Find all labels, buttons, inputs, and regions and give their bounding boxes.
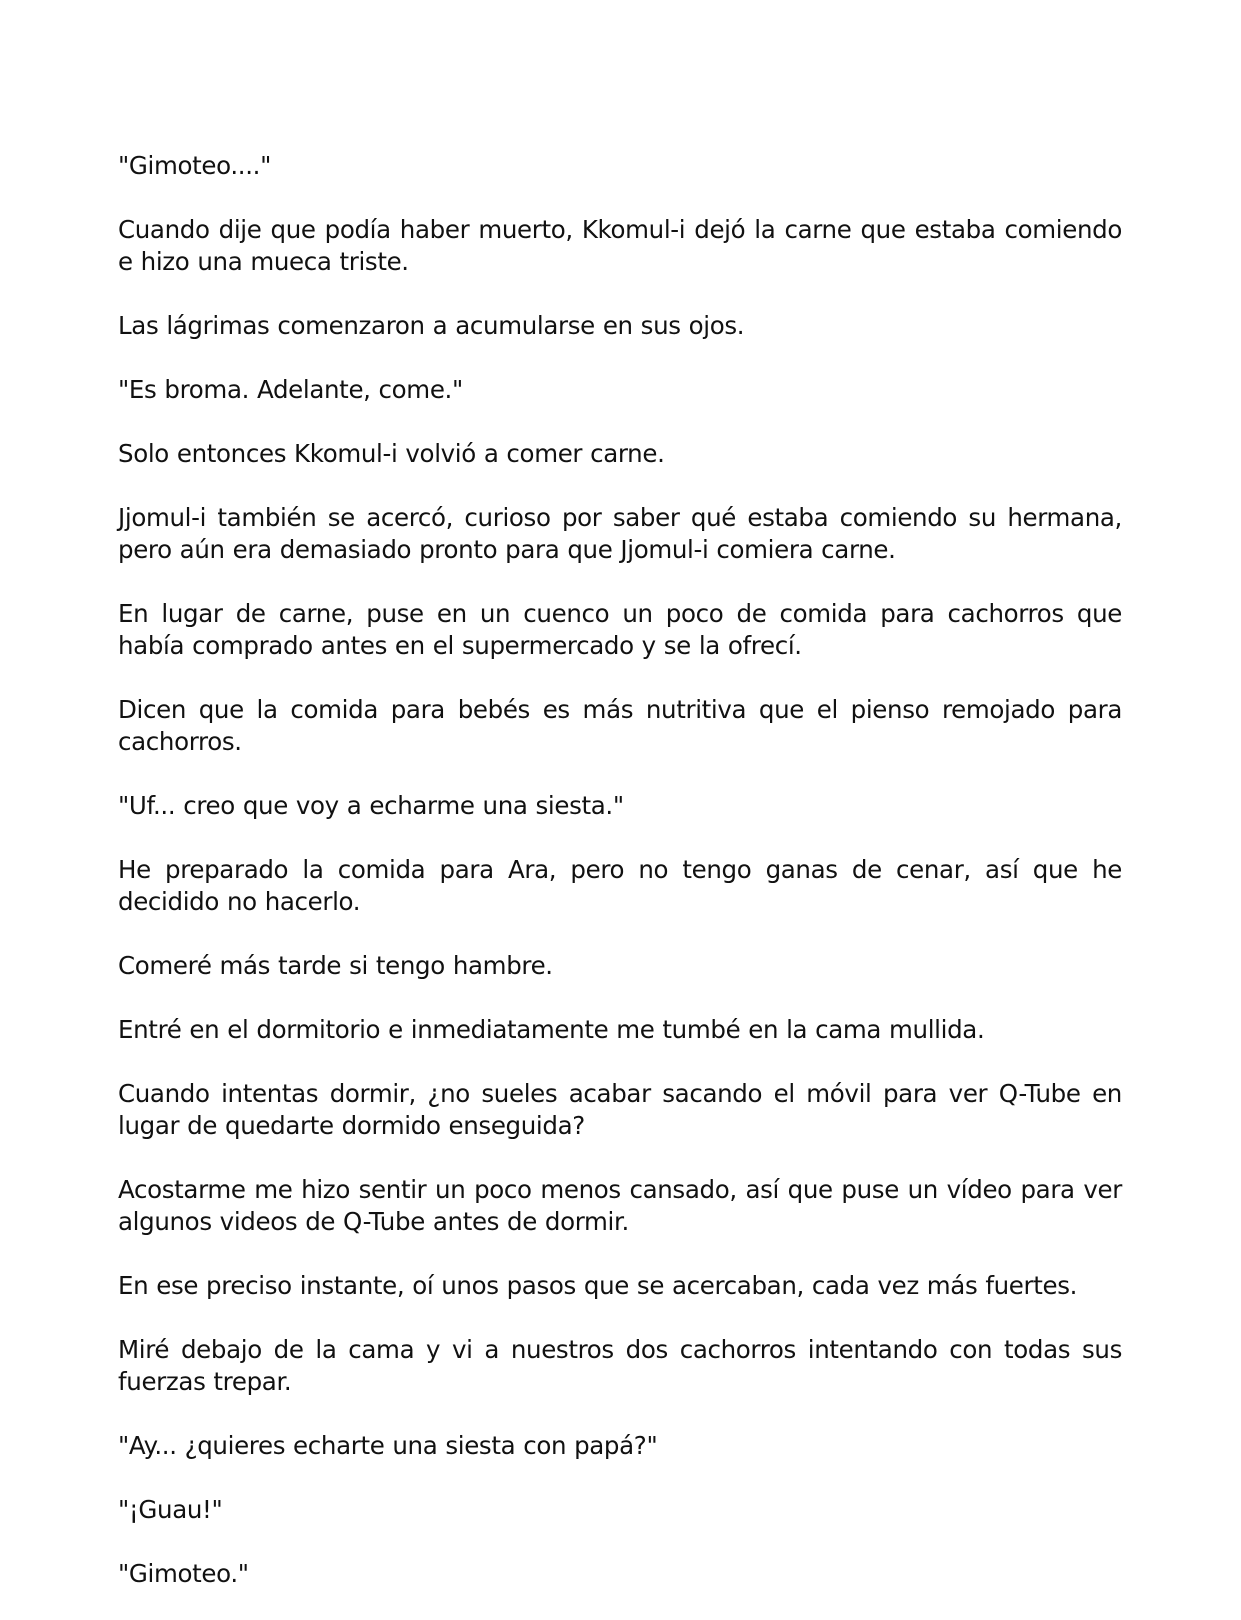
paragraph: "¡Guau!" <box>118 1495 223 1524</box>
paragraph: Dicen que la comida para bebés es más nutritiva que el pienso remojado para cachorros. <box>118 695 1122 756</box>
paragraph: "Uf... creo que voy a echarme una siesta." <box>118 791 624 820</box>
paragraph: En ese preciso instante, oí unos pasos que se acercaban, cada vez más fuertes. <box>118 1271 1078 1300</box>
paragraph: "Gimoteo." <box>118 1559 249 1588</box>
paragraph: Entré en el dormitorio e inmediatamente me tumbé en la cama mullida. <box>118 1015 985 1044</box>
paragraph: He preparado la comida para Ara, pero no tengo ganas de cenar, así que he decidido no hacerlo. <box>118 855 1122 916</box>
paragraph: Solo entonces Kkomul-i volvió a comer carne. <box>118 439 665 468</box>
paragraph: Cuando dije que podía haber muerto, Kkomul-i dejó la carne que estaba comiendo e hizo una mueca triste. <box>118 215 1122 276</box>
paragraph: "Ay... ¿quieres echarte una siesta con papá?" <box>118 1431 658 1460</box>
paragraph: "Gimoteo...." <box>118 151 272 180</box>
paragraph: Miré debajo de la cama y vi a nuestros dos cachorros intentando con todas sus fuerzas trepar. <box>118 1335 1122 1396</box>
paragraph: "Es broma. Adelante, come." <box>118 375 463 404</box>
paragraph: Comeré más tarde si tengo hambre. <box>118 951 553 980</box>
paragraph: Acostarme me hizo sentir un poco menos cansado, así que puse un vídeo para ver algunos videos de Q-Tube antes de dormir. <box>118 1175 1122 1236</box>
paragraph: En lugar de carne, puse en un cuenco un poco de comida para cachorros que había comprado antes en el supermercado y se la ofrecí. <box>118 599 1122 660</box>
document-page <box>118 150 1122 1590</box>
paragraph: Cuando intentas dormir, ¿no sueles acabar sacando el móvil para ver Q-Tube en lugar de quedarte dormido enseguida? <box>118 1079 1122 1140</box>
paragraph: Jjomul-i también se acercó, curioso por saber qué estaba comiendo su hermana, pero aún era demasiado pronto para que Jjomul-i comiera carne. <box>118 503 1122 564</box>
paragraph: Las lágrimas comenzaron a acumularse en sus ojos. <box>118 311 745 340</box>
